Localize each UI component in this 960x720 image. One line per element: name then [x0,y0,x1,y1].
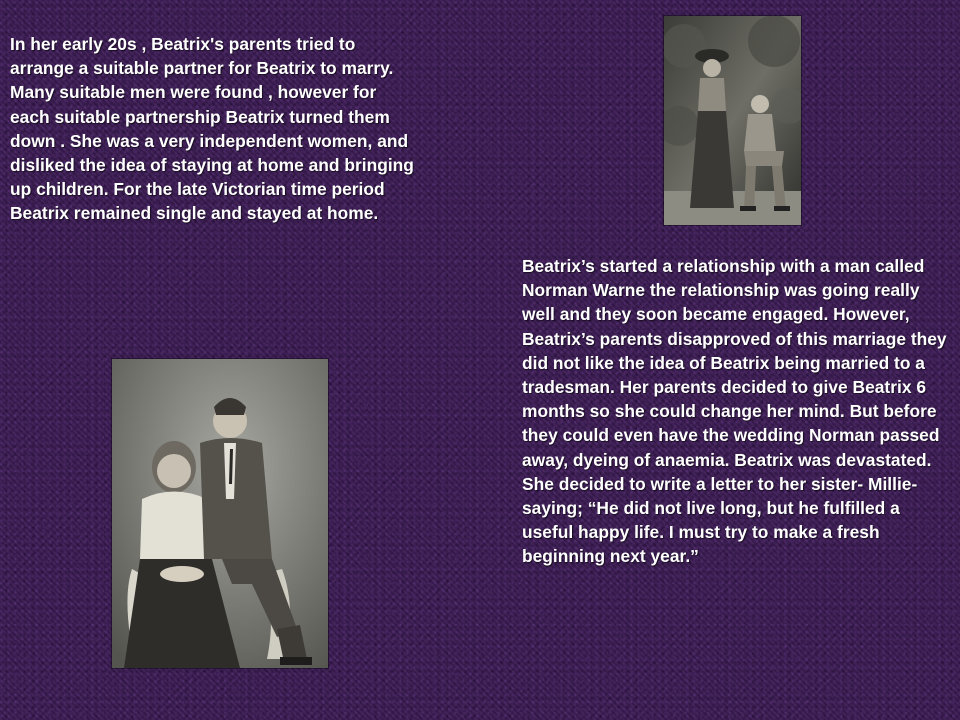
photo-woman-standing-man-seated [664,16,801,225]
paragraph-norman-warne: Beatrix’s started a relationship with a man called Norman Warne the relationship was going really well and they soon became engaged. However, Beatrix’s parents disapproved of this marriage they did not like the idea of Beatrix being married to a tradesman. Her parents decided to give Beatrix 6 months so she could change her mind. But before they could even have the wedding Norman passed away, dyeing of anaemia. Beatrix was devastated. She decided to write a letter to her sister- Millie- saying; “He did not live long, but he fulfilled a useful happy life. I must try to make a fresh beginning next year.” [522,256,947,567]
photo-seated-couple-portrait [112,359,328,668]
paragraph-early-twenties: In her early 20s , Beatrix's parents tried to arrange a suitable partner for Beatrix to marry. Many suitable men were found , however for each suitable partnership Beatrix turned them down . She was a very independent women, and disliked the idea of staying at home and bringing up children. For the late Victorian time period Beatrix remained single and stayed at home. [10,34,414,224]
